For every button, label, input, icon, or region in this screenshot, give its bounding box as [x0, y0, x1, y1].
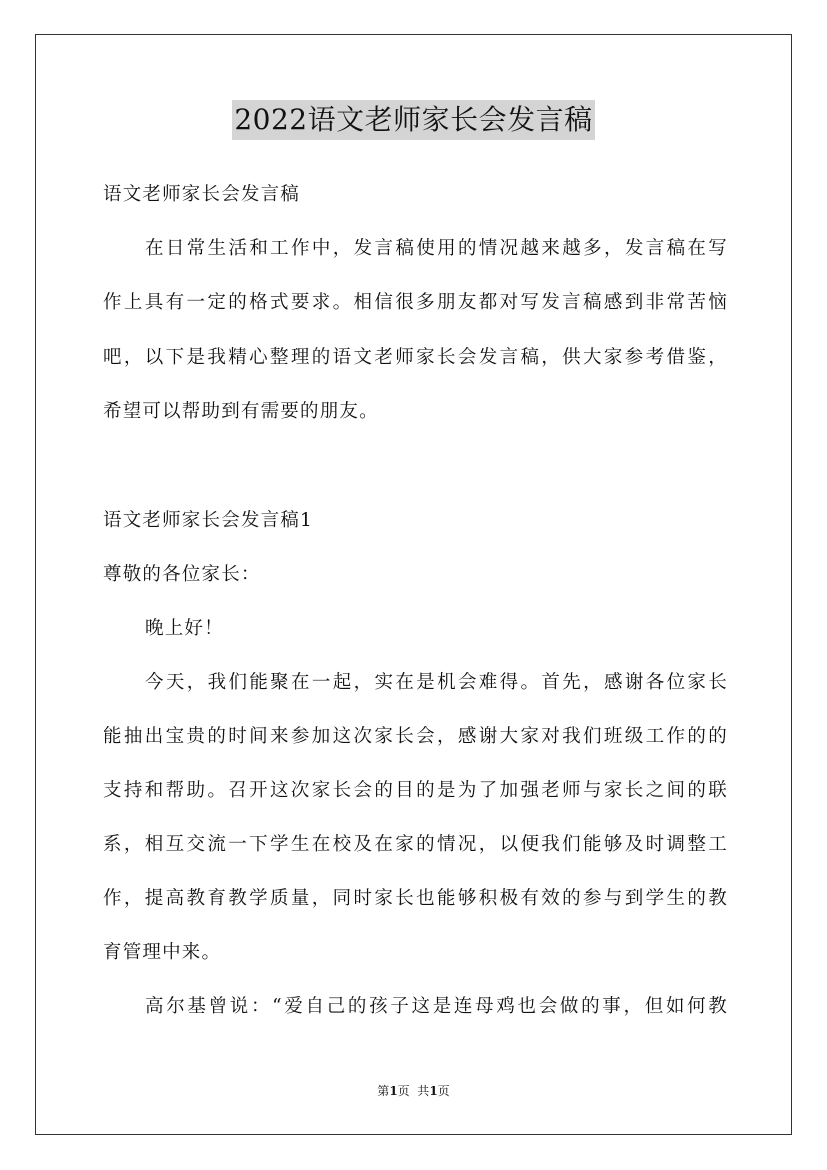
body-line-3: 支持和帮助。召开这次家长会的目的是为了加强老师与家长之间的联 [103, 780, 728, 801]
document-title: 2022语文老师家长会发言稿 [232, 100, 594, 140]
body-line-6: 育管理中来。 [103, 942, 222, 963]
intro-line-3: 吧，以下是我精心整理的语文老师家长会发言稿，供大家参考借鉴， [103, 347, 728, 368]
intro-line-4: 希望可以帮助到有需要的朋友。 [103, 401, 379, 422]
title-container [0, 100, 827, 140]
greeting: 晚上好！ [145, 618, 224, 639]
intro-line-1: 在日常生活和工作中，发言稿使用的情况越来越多，发言稿在写 [145, 238, 728, 259]
page-footer [0, 1083, 827, 1099]
subtitle: 语文老师家长会发言稿 [103, 184, 301, 205]
footer-prefix: 第 [377, 1084, 390, 1098]
footer-page-number: 1 [389, 1084, 398, 1098]
body-line-5: 作，提高教育教学质量，同时家长也能够积极有效的参与到学生的教 [103, 888, 728, 909]
body-line-2: 能抽出宝贵的时间来参加这次家长会，感谢大家对我们班级工作的的 [103, 726, 728, 747]
section-heading: 语文老师家长会发言稿1 [103, 510, 313, 531]
body-line-4: 系，相互交流一下学生在校及在家的情况，以便我们能够及时调整工 [103, 834, 728, 855]
body-line-1: 今天，我们能聚在一起，实在是机会难得。首先，感谢各位家长 [145, 672, 728, 693]
salutation: 尊敬的各位家长： [103, 564, 261, 585]
footer-total-pages: 1 [429, 1084, 438, 1098]
footer-suffix: 页 [437, 1084, 450, 1098]
intro-line-2: 作上具有一定的格式要求。相信很多朋友都对写发言稿感到非常苦恼 [103, 292, 728, 313]
footer-mid: 页 共 [397, 1084, 430, 1098]
quote-line: 高尔基曾说：“爱自己的孩子这是连母鸡也会做的事，但如何教 [145, 996, 728, 1017]
